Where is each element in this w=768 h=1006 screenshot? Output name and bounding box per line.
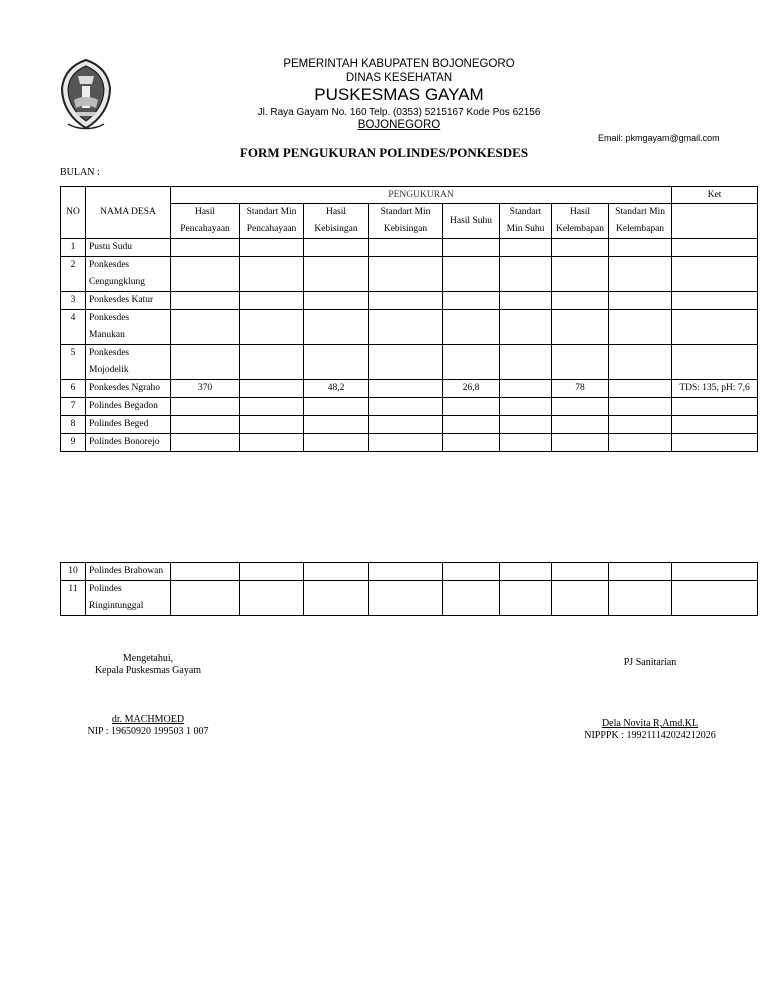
cell-measurement (609, 257, 672, 292)
cell-measurement (171, 563, 240, 581)
cell-measurement (443, 581, 500, 616)
cell-nama-desa: Ponkesdes Katur (86, 292, 171, 310)
puskesmas-name: PUSKESMAS GAYAM (314, 85, 484, 104)
city-name: BOJONEGORO (357, 119, 441, 131)
cell-measurement (552, 434, 609, 452)
table-header-row (61, 187, 758, 204)
table-row (61, 398, 758, 416)
form-title: FORM PENGUKURAN POLINDES/PONKESDES (239, 145, 529, 160)
cell-measurement (609, 416, 672, 434)
cell-measurement (552, 239, 609, 257)
cell-measurement (171, 292, 240, 310)
cell-measurement (304, 292, 369, 310)
col-header-std-kelembapan: Standart Min Kelembapan (609, 204, 672, 239)
head-name: dr. MACHMOED (111, 714, 185, 725)
col-header-hasil-kebisingan: Hasil Kebisingan (304, 204, 369, 239)
cell-nama-desa: Polindes Beged (86, 416, 171, 434)
pj-sanitarian-title: PJ Sanitarian (623, 657, 677, 668)
cell-measurement (171, 434, 240, 452)
cell-measurement (609, 239, 672, 257)
cell-measurement (500, 563, 552, 581)
cell-ket (672, 581, 758, 616)
cell-measurement (552, 345, 609, 380)
cell-measurement (609, 581, 672, 616)
cell-measurement (609, 292, 672, 310)
table-row (61, 581, 758, 616)
cell-measurement (500, 434, 552, 452)
table-row (61, 345, 758, 380)
cell-measurement (369, 398, 443, 416)
cell-measurement (369, 239, 443, 257)
table-row (61, 239, 758, 257)
government-name: PEMERINTAH KABUPATEN BOJONEGORO (283, 58, 515, 70)
cell-measurement (369, 581, 443, 616)
cell-measurement (304, 563, 369, 581)
col-header-std-kebisingan: Standart Min Kebisingan (369, 204, 443, 239)
cell-ket (672, 310, 758, 345)
col-header-ket: Ket (672, 187, 758, 204)
cell-measurement (304, 434, 369, 452)
table-row (61, 310, 758, 345)
cell-ket (672, 563, 758, 581)
cell-ket (672, 345, 758, 380)
cell-no: 5 (61, 345, 86, 380)
cell-measurement (369, 345, 443, 380)
cell-measurement: 78 (552, 380, 609, 398)
cell-measurement (500, 310, 552, 345)
cell-measurement (304, 416, 369, 434)
cell-no: 7 (61, 398, 86, 416)
cell-measurement (552, 581, 609, 616)
table-row (61, 257, 758, 292)
cell-measurement (552, 398, 609, 416)
cell-ket (672, 257, 758, 292)
cell-nama-desa: Ponkesdes Cengungklung (86, 257, 171, 292)
cell-measurement (304, 345, 369, 380)
cell-measurement (500, 239, 552, 257)
cell-measurement (443, 563, 500, 581)
cell-measurement (171, 345, 240, 380)
cell-no: 4 (61, 310, 86, 345)
cell-measurement (304, 581, 369, 616)
cell-measurement (171, 398, 240, 416)
col-header-nama-desa: NAMA DESA (86, 187, 171, 239)
table-body (61, 239, 758, 452)
cell-ket (672, 398, 758, 416)
cell-measurement (552, 310, 609, 345)
cell-measurement (609, 563, 672, 581)
cell-measurement (443, 239, 500, 257)
cell-ket (672, 239, 758, 257)
table-row (61, 563, 758, 581)
cell-measurement (171, 257, 240, 292)
acknowledgement-label: Mengetahui, (122, 653, 174, 664)
sanitarian-name: Dela Novita R,Amd.KL (601, 718, 699, 729)
email: Email: pkmgayam@gmail.com (598, 133, 720, 143)
cell-measurement (369, 416, 443, 434)
table-row (61, 380, 758, 398)
col-header-hasil-pencahayaan: Hasil Pencahayaan (171, 204, 240, 239)
cell-measurement (609, 434, 672, 452)
sanitarian-nip: NIPPPK : 199211142024212026 (584, 730, 716, 741)
cell-measurement (304, 398, 369, 416)
cell-measurement (443, 416, 500, 434)
cell-measurement (443, 434, 500, 452)
cell-measurement (240, 434, 304, 452)
cell-no: 8 (61, 416, 86, 434)
kabupaten-seal-logo (58, 58, 114, 132)
cell-measurement (369, 563, 443, 581)
cell-measurement (240, 345, 304, 380)
cell-measurement (304, 310, 369, 345)
col-header-pengukuran: PENGUKURAN (171, 187, 672, 204)
head-nip: NIP : 19650920 199503 1 007 (87, 726, 209, 737)
cell-nama-desa: Polindes Ringintunggal (86, 581, 171, 616)
cell-measurement: 48,2 (304, 380, 369, 398)
cell-measurement (240, 292, 304, 310)
cell-measurement (500, 257, 552, 292)
cell-measurement (552, 292, 609, 310)
cell-nama-desa: Ponkesdes Ngraho (86, 380, 171, 398)
cell-measurement (171, 416, 240, 434)
cell-measurement (304, 239, 369, 257)
cell-measurement (369, 434, 443, 452)
col-header-no: NO (61, 187, 86, 239)
cell-measurement: 370 (171, 380, 240, 398)
cell-measurement (240, 416, 304, 434)
cell-measurement (500, 398, 552, 416)
cell-measurement (500, 416, 552, 434)
cell-measurement (240, 398, 304, 416)
cell-measurement (369, 310, 443, 345)
cell-nama-desa: Ponkesdes Manukan (86, 310, 171, 345)
cell-measurement (500, 292, 552, 310)
cell-nama-desa: Ponkesdes Mojodelik (86, 345, 171, 380)
table-row (61, 434, 758, 452)
cell-nama-desa: Polindes Bonorejo (86, 434, 171, 452)
cell-no: 11 (61, 581, 86, 616)
cell-measurement (443, 345, 500, 380)
department-name: DINAS KESEHATAN (345, 72, 453, 84)
cell-ket (672, 434, 758, 452)
cell-measurement (609, 380, 672, 398)
cell-measurement (171, 239, 240, 257)
cell-ket (672, 416, 758, 434)
cell-measurement (500, 581, 552, 616)
cell-measurement (240, 563, 304, 581)
bulan-label: BULAN : (60, 167, 100, 178)
cell-measurement (443, 292, 500, 310)
cell-ket: TDS: 135, pH: 7,6 (672, 380, 758, 398)
cell-no: 10 (61, 563, 86, 581)
cell-measurement (171, 310, 240, 345)
col-header-std-pencahayaan: Standart Min Pencahayaan (240, 204, 304, 239)
cell-nama-desa: Pustu Sudu (86, 239, 171, 257)
cell-nama-desa: Polindes Brabowan (86, 563, 171, 581)
cell-measurement (609, 310, 672, 345)
col-header-ket-empty (672, 204, 758, 239)
cell-measurement (609, 345, 672, 380)
cell-measurement (500, 345, 552, 380)
col-header-hasil-kelembapan: Hasil Kelembapan (552, 204, 609, 239)
cell-measurement (171, 581, 240, 616)
cell-measurement: 26,8 (443, 380, 500, 398)
cell-measurement (369, 292, 443, 310)
cell-measurement (443, 310, 500, 345)
cell-no: 9 (61, 434, 86, 452)
cell-measurement (240, 310, 304, 345)
cell-measurement (369, 380, 443, 398)
cell-measurement (240, 239, 304, 257)
col-header-hasil-suhu: Hasil Suhu (443, 204, 500, 239)
address: Jl. Raya Gayam No. 160 Telp. (0353) 5215167 Kode Pos 62156 (257, 107, 541, 118)
table-row (61, 292, 758, 310)
cell-nama-desa: Polindes Begadon (86, 398, 171, 416)
head-title: Kepala Puskesmas Gayam (94, 665, 202, 676)
cell-measurement (443, 257, 500, 292)
table-row (61, 416, 758, 434)
cell-measurement (240, 581, 304, 616)
cell-no: 3 (61, 292, 86, 310)
cell-measurement (443, 398, 500, 416)
measurement-table (60, 186, 758, 452)
cell-measurement (369, 257, 443, 292)
cell-measurement (552, 257, 609, 292)
cell-measurement (552, 416, 609, 434)
cell-measurement (552, 563, 609, 581)
table-body-continued (61, 563, 758, 616)
cell-measurement (500, 380, 552, 398)
measurement-table-continued (60, 562, 758, 616)
cell-no: 1 (61, 239, 86, 257)
cell-no: 2 (61, 257, 86, 292)
cell-measurement (240, 380, 304, 398)
cell-measurement (609, 398, 672, 416)
cell-measurement (304, 257, 369, 292)
cell-no: 6 (61, 380, 86, 398)
cell-measurement (240, 257, 304, 292)
cell-ket (672, 292, 758, 310)
col-header-std-suhu: Standart Min Suhu (500, 204, 552, 239)
